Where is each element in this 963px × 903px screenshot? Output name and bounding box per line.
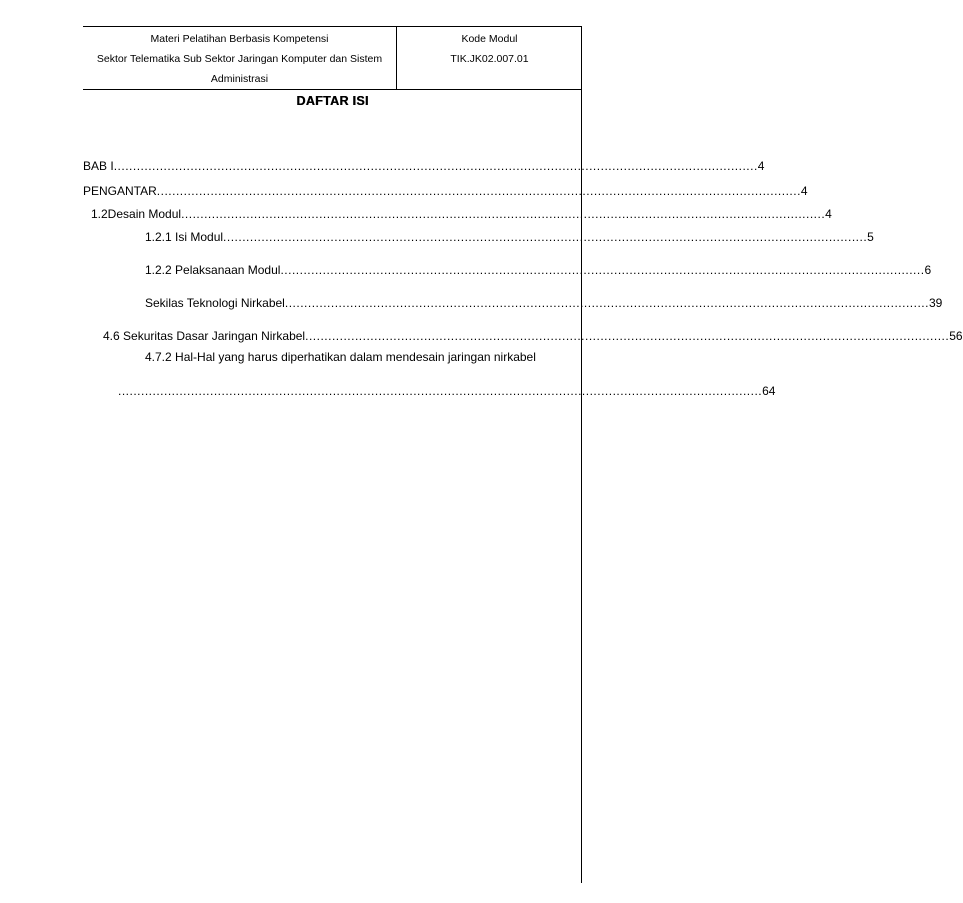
toc-entry-page: 39 bbox=[928, 296, 943, 310]
toc-entry-label: 1.2.1 Isi Modul bbox=[145, 230, 224, 244]
toc-entry-page: 64 bbox=[762, 384, 776, 398]
toc-entry[interactable] bbox=[91, 206, 832, 222]
header-left-cell bbox=[83, 27, 397, 89]
toc-leader: ........................................................................................................................................................................ bbox=[181, 207, 826, 221]
header-right-cell bbox=[397, 27, 582, 89]
toc-entry-label: 1.2.2 Pelaksanaan Modul bbox=[145, 263, 281, 277]
toc-entry-label: BAB I bbox=[83, 159, 114, 173]
toc-leader: ........................................................................................................................................................................ bbox=[223, 230, 868, 244]
toc-entry[interactable] bbox=[83, 183, 808, 199]
toc-entry-page: 5 bbox=[867, 230, 874, 244]
toc-leader: ........................................................................................................................................................................ bbox=[113, 159, 758, 173]
header-code-value: TIK.JK02.007.01 bbox=[450, 53, 529, 65]
toc-entry[interactable] bbox=[145, 262, 932, 278]
toc-entry-page: 4 bbox=[757, 159, 765, 173]
toc-leader: ........................................................................................................................................................................ bbox=[280, 263, 925, 277]
toc-leader: ........................................................................................................................................................................ bbox=[284, 296, 929, 310]
toc-entry[interactable] bbox=[83, 158, 765, 174]
page-right-rule bbox=[581, 26, 582, 883]
toc-entry[interactable] bbox=[103, 328, 963, 344]
header-course-title: Materi Pelatihan Berbasis Kompetensi bbox=[150, 33, 329, 45]
toc-leader: ........................................................................................................................................................................ bbox=[305, 329, 950, 343]
toc-entry-page: 56 bbox=[949, 329, 963, 343]
toc-subheading[interactable]: 4.7.2 Hal-Hal yang harus diperhatikan dalam mendesain jaringan nirkabel bbox=[145, 350, 536, 364]
toc-entry-page: 4 bbox=[825, 207, 832, 221]
toc-leader: ........................................................................................................................................................................ bbox=[118, 384, 763, 398]
toc-entry-page: 4 bbox=[800, 184, 808, 198]
toc-leader: ........................................................................................................................................................................ bbox=[156, 184, 801, 198]
toc-entry-page: 6 bbox=[924, 263, 932, 277]
toc-entry-label: PENGANTAR bbox=[83, 184, 157, 198]
header-sector-cont: Administrasi bbox=[210, 73, 269, 85]
toc-entry-label: 1.2Desain Modul bbox=[91, 207, 182, 221]
page-title: DAFTAR ISI bbox=[296, 94, 369, 108]
toc-entry[interactable] bbox=[145, 295, 943, 311]
toc-entry[interactable] bbox=[118, 383, 776, 399]
module-header bbox=[83, 26, 582, 90]
toc-entry-label: Sekilas Teknologi Nirkabel bbox=[145, 296, 285, 310]
toc-entry-label: 4.6 Sekuritas Dasar Jaringan Nirkabel bbox=[103, 329, 306, 343]
toc-entry[interactable] bbox=[145, 229, 874, 245]
header-code-label: Kode Modul bbox=[461, 33, 518, 45]
header-sector: Sektor Telematika Sub Sektor Jaringan Komputer dan Sistem bbox=[96, 53, 383, 65]
